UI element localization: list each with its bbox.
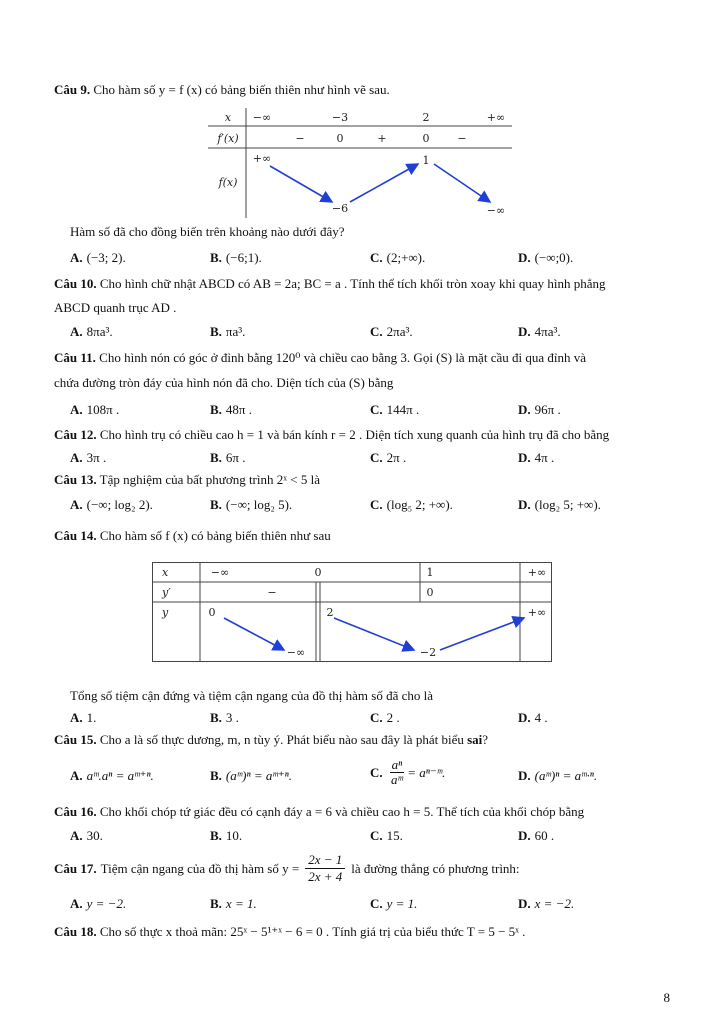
q9-arrow-up <box>350 164 418 202</box>
q11-option-a: A. 108π . <box>70 402 120 417</box>
q14-label: Câu 14. <box>54 528 97 543</box>
q16-option-d: D. 60 . <box>518 828 555 843</box>
q12-label: Câu 12. <box>54 427 97 442</box>
q13-stem <box>54 472 320 488</box>
q11-option-d: D. 96π . <box>518 402 561 417</box>
q18-stem <box>54 924 525 940</box>
q11-option-b: B. 48π . <box>210 402 252 417</box>
q15-option-c: C. $\frac{\text{aⁿ}}{\text{aᵐ}}$ = aⁿ⁻ᵐ. <box>370 757 446 787</box>
q15-option-d: D. (aᵐ)ⁿ = aᵐ·ⁿ. <box>518 768 598 783</box>
q15-option-a: A. aᵐ.aⁿ = aᵐ⁺ⁿ. <box>70 768 154 783</box>
q13-option-b: B. (−∞; log₂ 5). <box>210 497 293 512</box>
q15-stem-emphasis: sai <box>467 732 483 747</box>
q9-arrow-down <box>270 166 332 202</box>
q14-y-val: 2 <box>326 606 334 619</box>
q17-option-c: C. y = 1. <box>370 896 418 911</box>
q14-option-b: B. 3 . <box>210 710 239 725</box>
q15-stem-end: ? <box>482 732 489 747</box>
q14-x-val: +∞ <box>527 566 547 579</box>
q14-option-c: C. 2 . <box>370 710 400 725</box>
q9-fp-head: f′(x) <box>217 132 239 145</box>
q14-arrow-up <box>440 618 524 650</box>
q10-stem-text-2: ABCD quanh trục AD . <box>54 300 177 315</box>
q11-stem <box>54 350 586 366</box>
q15-option-b: B. (aᵐ)ⁿ = aᵐ⁺ⁿ. <box>210 768 292 783</box>
q9-option-c: C. (2;+∞). <box>370 250 426 265</box>
q9-f-head: f(x) <box>218 176 238 189</box>
q14-yp-head: y′ <box>162 586 171 599</box>
q14-x-val: 0 <box>314 566 322 579</box>
q17-option-b: B. x = 1. <box>210 896 257 911</box>
q9-x-val: −3 <box>331 111 349 124</box>
q17-option-a: A. y = −2. <box>70 896 127 911</box>
q9-label: Câu 9. <box>54 82 91 97</box>
q16-stem <box>54 804 584 820</box>
q14-yp-val: 0 <box>426 586 434 599</box>
q14-y-val: −∞ <box>286 646 306 659</box>
q12-stem <box>54 427 609 443</box>
q18-label: Câu 18. <box>54 924 97 939</box>
q9-f-val: 1 <box>422 154 430 167</box>
q14-stem <box>54 528 331 544</box>
q14-option-d: D. 4 . <box>518 710 548 725</box>
q12-stem-text: Cho hình trụ có chiều cao h = 1 và bán kính r = 2 . Diện tích xung quanh của hình trụ đã cho bằng <box>99 427 610 442</box>
q15-label: Câu 15. <box>54 732 97 747</box>
q10-option-b: B. πa³. <box>210 324 246 339</box>
q15-option-c-fraction: $\frac{\text{aⁿ}}{\text{aᵐ}}$ <box>390 757 403 787</box>
q16-option-c: C. 15. <box>370 828 403 843</box>
q17-option-d: D. x = −2. <box>518 896 575 911</box>
q9-option-a: A. (−3; 2). <box>70 250 126 265</box>
q9-f-val: +∞ <box>252 152 272 165</box>
q14-y-val: 0 <box>208 606 216 619</box>
q9-stem-text: Cho hàm số y = f (x) có bảng biến thiên như hình vẽ sau. <box>93 82 390 97</box>
q17-fraction: $\frac{2x - 1}{2x + 4}$ <box>305 852 345 885</box>
q13-option-d: D. (log₂ 5; +∞). <box>518 497 601 512</box>
q12-option-c: C. 2π . <box>370 450 407 465</box>
q17-stem <box>54 852 520 885</box>
q13-option-c: C. (log₅ 2; +∞). <box>370 497 453 512</box>
q10-option-c: C. 2πa³. <box>370 324 413 339</box>
q9-x-val: −∞ <box>252 111 272 124</box>
q9-f-val: −∞ <box>486 204 506 217</box>
q12-option-a: A. 3π . <box>70 450 107 465</box>
q9-x-val: 2 <box>422 111 430 124</box>
page-number: 8 <box>663 990 670 1005</box>
q16-label: Câu 16. <box>54 804 97 819</box>
q13-option-a: A. (−∞; log₂ 2). <box>70 497 153 512</box>
q14-yp-val: − <box>267 586 277 599</box>
q9-option-d: D. (−∞;0). <box>518 250 574 265</box>
q13-label: Câu 13. <box>54 472 97 487</box>
q16-option-b: B. 10. <box>210 828 243 843</box>
q14-option-a: A. 1. <box>70 710 97 725</box>
q10-option-d: D. 4πa³. <box>518 324 561 339</box>
q9-fp-sign: − <box>295 132 305 145</box>
q16-option-a: A. 30. <box>70 828 103 843</box>
q17-label: Câu 17. <box>54 860 97 876</box>
q9-fp-sign: + <box>377 132 387 145</box>
q14-y-val: +∞ <box>527 606 547 619</box>
q14-stem-text: Cho hàm số f (x) có bảng biến thiên như sau <box>99 528 331 543</box>
q9-fp-sign: − <box>457 132 467 145</box>
q11-stem-text-1: Cho hình nón có góc ở đỉnh bằng 120⁰ và chiều cao bằng 3. Gọi (S) là mặt cầu đi qua đỉnh và <box>99 350 586 365</box>
q14-arrow-down <box>224 618 284 650</box>
q9-variation-table <box>208 108 512 218</box>
q9-option-b: B. (−6;1). <box>210 250 262 265</box>
q12-option-b: B. 6π . <box>210 450 246 465</box>
q14-x-head: x <box>162 566 169 579</box>
q14-variation-table <box>152 562 552 662</box>
q9-f-val: −6 <box>331 202 349 215</box>
q9-fp-sign: 0 <box>336 132 344 145</box>
q10-option-a: A. 8πa³. <box>70 324 113 339</box>
q9-question: Hàm số đã cho đồng biến trên khoảng nào dưới đây? <box>70 224 345 239</box>
q16-stem-text: Cho khối chóp tứ giác đều có cạnh đáy a = 6 và chiều cao h = 5. Thể tích của khối chóp bằng <box>99 804 585 819</box>
q10-stem-text-1: Cho hình chữ nhật ABCD có AB = 2a; BC = a . Tính thể tích khối tròn xoay khi quay hình phẳng <box>99 276 606 291</box>
q13-stem-text: Tập nghiệm của bất phương trình 2ˣ < 5 là <box>99 472 320 487</box>
q11-label: Câu 11. <box>54 350 96 365</box>
q14-x-val: 1 <box>426 566 434 579</box>
q11-stem-text-2: chứa đường tròn đáy của hình nón đã cho. Diện tích của (S) bằng <box>54 375 394 390</box>
q18-stem-text: Cho số thực x thoả mãn: 25ˣ − 5¹⁺ˣ − 6 = 0 . Tính giá trị của biểu thức T = 5 − 5ˣ . <box>99 924 526 939</box>
q9-x-head: x <box>224 111 232 124</box>
q14-x-val: −∞ <box>210 566 230 579</box>
q9-arrow-down <box>434 164 490 202</box>
q17-stem-text: Tiệm cận ngang của đồ thị hàm số y = <box>100 860 300 876</box>
q9-x-val: +∞ <box>486 111 506 124</box>
q9-stem <box>54 82 390 98</box>
q15-stem-text: Cho a là số thực dương, m, n tùy ý. Phát biểu nào sau đây là phát biểu <box>99 732 468 747</box>
q11-option-c: C. 144π . <box>370 402 420 417</box>
q14-arrow-down <box>334 618 414 650</box>
q12-option-d: D. 4π . <box>518 450 555 465</box>
q15-stem <box>54 732 488 748</box>
q9-fp-sign: 0 <box>422 132 430 145</box>
q14-y-head: y <box>162 606 169 619</box>
q17-stem-end: là đường thẳng có phương trình: <box>351 860 520 876</box>
q10-stem <box>54 276 606 292</box>
q14-y-val: −2 <box>419 646 437 659</box>
q10-label: Câu 10. <box>54 276 97 291</box>
q14-question: Tổng số tiệm cận đứng và tiệm cận ngang của đồ thị hàm số đã cho là <box>70 688 434 703</box>
